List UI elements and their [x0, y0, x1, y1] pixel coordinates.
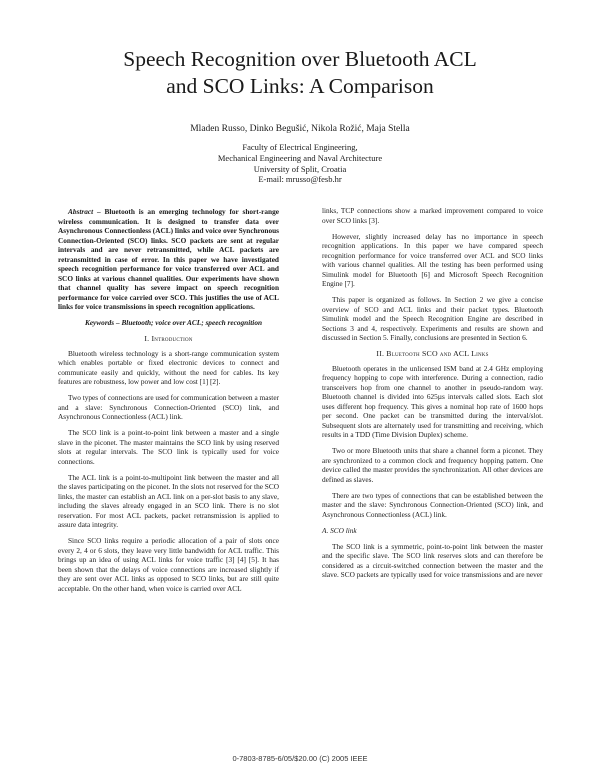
authors: Mladen Russo, Dinko Begušić, Nikola Rožić, Maja Stella [190, 124, 410, 134]
title-line-1: Speech Recognition over Bluetooth ACL [123, 47, 477, 71]
paper-title [60, 46, 540, 100]
right-column [322, 206, 543, 586]
body-paragraph: However, slightly increased delay has no importance in speech recognition applications. In this paper we have compared speech recognition performance for voice transferred over ACL and SCO links with various channel qualities. All the testing has been performed using Simulink model for Bluetooth [6] and Microsoft Speech Recognition Engine [7]. [322, 231, 543, 288]
affiliation-line: University of Split, Croatia [253, 163, 347, 174]
copyright-footer: 0-7803-8785-6/05/$20.00 (C) 2005 IEEE [232, 754, 368, 763]
abstract [58, 207, 279, 312]
abstract-label: Abstract [68, 207, 94, 216]
body-paragraph: Two types of connections are used for communication between a master and a slave: Synchronous Connection-Oriented (SCO) link, and Asynchronous Connectionless (ACL) link. [58, 393, 279, 421]
body-paragraph: Bluetooth wireless technology is a short-range communication system which enables portable or fixed electronic devices to connect and communicate easily and quickly, without the need for cables. Its key features are robustness, low power and low cost [1] [2]. [58, 348, 279, 386]
body-paragraph: Two or more Bluetooth units that share a channel form a piconet. They are synchronized to a common clock and frequency hopping pattern. One device called the master provides the synchronization. All other devices are defined as slaves. [322, 446, 543, 484]
body-paragraph: Bluetooth operates in the unlicensed ISM band at 2.4 GHz employing frequency hopping to cope with interference. During a connection, radio transceivers hop from one channel to another in pseudo-random way. Bluetooth channel is divided into 625µs intervals called slots. Each slot uses different hop frequency. This gives a nominal hop rate of 1600 hops per second. One packet can be transmitted during the interval/slot. Subsequent slots are alternately used for transmitting and receiving, which results in a TDD (Time Division Duplex) scheme. [322, 363, 543, 439]
affiliation-line: Mechanical Engineering and Naval Architecture [217, 152, 383, 163]
affiliation [100, 142, 500, 185]
body-paragraph: The SCO link is a point-to-point link between a master and a single slave in the piconet. The master maintains the SCO link by using reserved slots at regular intervals. The SCO link is typically used for voice connections. [58, 428, 279, 466]
body-paragraph: This paper is organized as follows. In Section 2 we give a concise overview of SCO and ACL links and their packet types. Bluetooth Simulink model and the Speech Recognition Engine are described in Sections 3 and 4, respectively. Experiments and results are shown and discussed in Section 5. Finally, conclusions are presented in Section 6. [322, 295, 543, 342]
keywords: Keywords – Bluetooth; voice over ACL; speech recognition [84, 318, 263, 327]
title-line-2: and SCO Links: A Comparison [166, 74, 434, 98]
abstract-text: – Bluetooth is an emerging technology for short-range wireless communication. It is designed to transfer data over Asynchronous Connectionless (ACL) links and voice over Synchronous Connection-Oriented (SCO) links. SCO packets are sent at regular intervals and are never retransmitted, while ACL packets are retransmitted in case of error. In this paper we have investigated speech recognition performance for voice transferred over ACL and SCO links at various channel qualities. Our experiments have shown that channel quality has severe impact on speech recognition performance for voice carried over SCO. This justifies the use of ACL links for voice transmissions in speech recognition applications. [58, 207, 279, 311]
body-paragraph: There are two types of connections that can be established between the master and the slave: Synchronous Connection-Oriented (SCO) link, and Asynchronous Connectionless (ACL) link. [322, 490, 543, 519]
body-paragraph: links, TCP connections show a marked improvement compared to voice over SCO links [3]. [322, 206, 543, 225]
email-line: E-mail: mrusso@fesb.hr [258, 174, 342, 185]
body-paragraph: Since SCO links require a periodic allocation of a pair of slots once every 2, 4 or 6 slots, they leave very little bandwidth for ACL traffic. This brings up an idea of using ACL links for voice traffic [3] [4] [5]. It has been shown that the delays of voice connections are increased slightly if they are sent over ACL links as opposed to SCO links, but are still quite acceptable. On the other hand, when voice is carried over ACL [58, 536, 279, 593]
body-paragraph: The ACL link is a point-to-multipoint link between the master and all the slaves participating on the piconet. In the slots not reserved for the SCO links, the master can establish an ACL link on a per-slot basis to any slave, including the slaves already engaged in an SCO link. There is no slot reservation. For most ACL packets, packet retransmission is applied to assure data integrity. [58, 472, 279, 529]
section-heading-introduction: I. Introduction [144, 334, 193, 343]
left-column [58, 207, 279, 600]
subsection-heading-sco-link: A. SCO link [322, 525, 357, 535]
affiliation-line: Faculty of Electrical Engineering, [242, 142, 358, 152]
body-paragraph: The SCO link is a symmetric, point-to-point link between the master and the specific slave. The SCO link reserves slots and can therefore be considered as a circuit-switched connection between the master and the slave. SCO packets are typically used for voice transmissions and are never [322, 541, 543, 579]
section-heading-sco-acl: II. Bluetooth SCO and ACL Links [376, 349, 489, 358]
